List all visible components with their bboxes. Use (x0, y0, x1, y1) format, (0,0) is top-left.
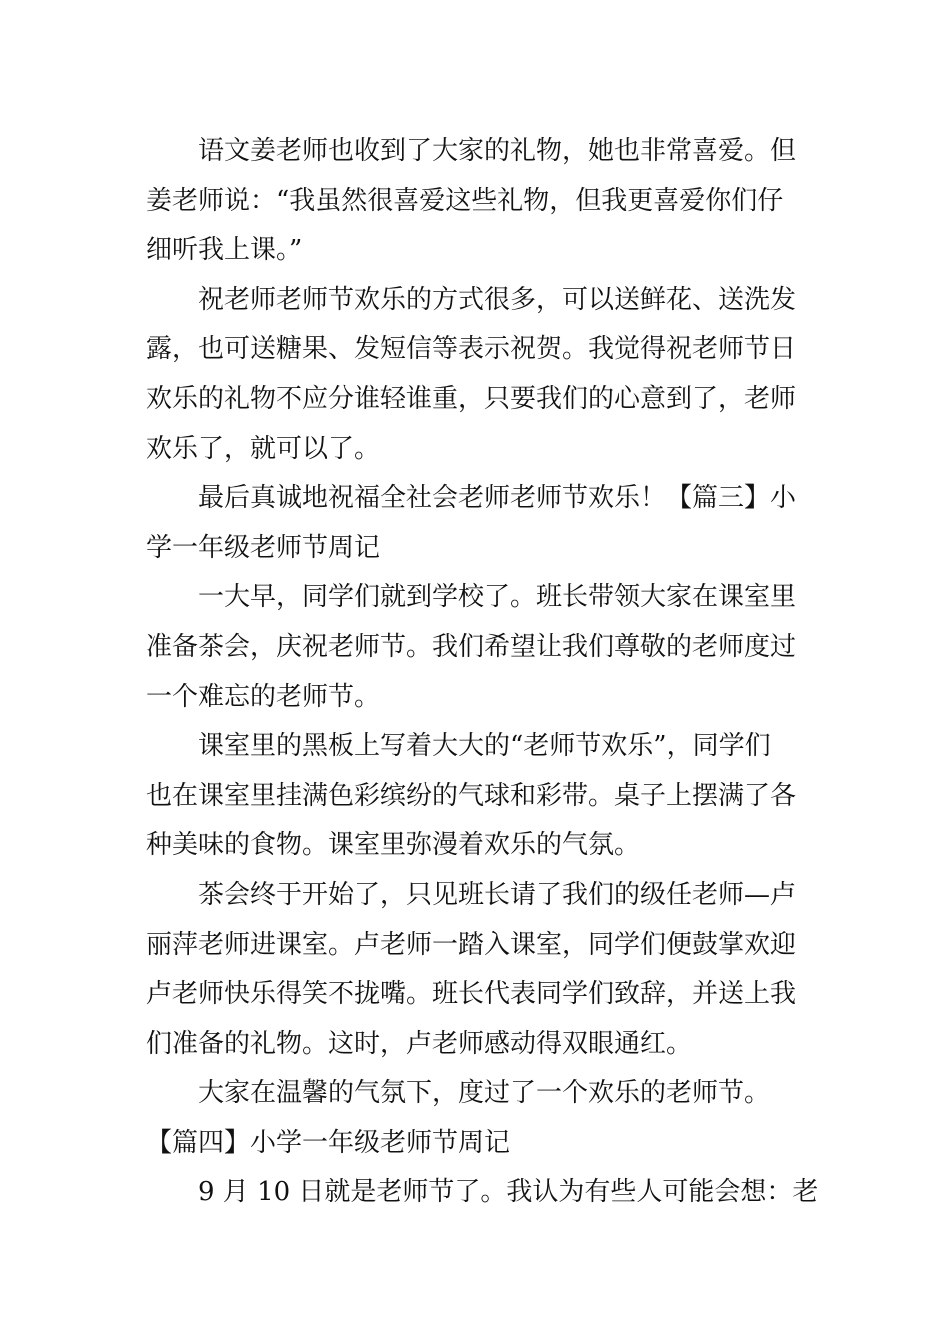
paragraph-5 (146, 722, 806, 871)
paragraph-1 (146, 127, 806, 276)
text-line: 课室里的黑板上写着大大的“老师节欢乐”，同学们 (198, 731, 771, 762)
text-line: 茶会终于开始了，只见班长请了我们的级任老师—卢 (198, 879, 797, 910)
text-line: 最后真诚地祝福全社会老师老师节欢乐！【篇三】小 (198, 483, 797, 514)
text-line: 欢乐的礼物不应分谁轻谁重，只要我们的心意到了，老师 (146, 383, 797, 414)
text-line: 姜老师说：“我虽然很喜爱这些礼物，但我更喜爱你们仔 (146, 185, 784, 216)
text-line: 【篇四】小学一年级老师节周记 (146, 1127, 511, 1158)
paragraph-6 (146, 871, 806, 1069)
paragraph-3 (146, 474, 806, 573)
text-line: 卢老师快乐得笑不拢嘴。班长代表同学们致辞，并送上我 (146, 979, 797, 1010)
text-line: 一大早，同学们就到学校了。班长带领大家在课室里 (198, 582, 797, 613)
paragraph-7 (146, 1069, 806, 1168)
text-line: 种美味的食物。课室里弥漫着欢乐的气氛。 (146, 830, 641, 861)
paragraph-8 (146, 1168, 819, 1218)
text-line: 学一年级老师节周记 (146, 532, 381, 563)
text-line: 9 月 10 日就是老师节了。我认为有些人可能会想：老 (198, 1177, 819, 1208)
text-line: 一个难忘的老师节。 (146, 681, 381, 712)
text-line: 欢乐了，就可以了。 (146, 433, 381, 464)
text-line: 细听我上课。” (146, 235, 303, 266)
document-body (146, 127, 819, 1218)
text-line: 露，也可送糖果、发短信等表示祝贺。我觉得祝老师节日 (146, 334, 797, 365)
text-line: 语文姜老师也收到了大家的礼物，她也非常喜爱。但 (198, 136, 797, 166)
text-line: 祝老师老师节欢乐的方式很多，可以送鲜花、送洗发 (198, 284, 797, 315)
text-line: 准备茶会，庆祝老师节。我们希望让我们尊敬的老师度过 (146, 631, 797, 662)
paragraph-4 (146, 573, 806, 722)
text-line: 们准备的礼物。这时，卢老师感动得双眼通红。 (146, 1028, 693, 1059)
text-line: 也在课室里挂满色彩缤纷的气球和彩带。桌子上摆满了各 (146, 780, 797, 811)
text-line: 大家在温馨的气氛下，度过了一个欢乐的老师节。 (198, 1078, 771, 1109)
text-line: 丽萍老师进课室。卢老师一踏入课室，同学们便鼓掌欢迎 (146, 929, 797, 960)
paragraph-2 (146, 276, 806, 474)
